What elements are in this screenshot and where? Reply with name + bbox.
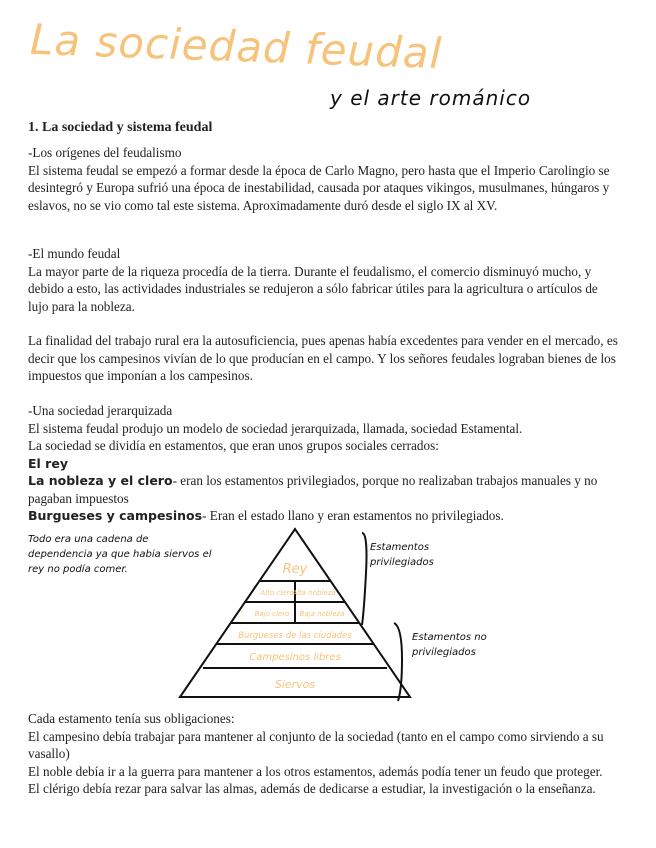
feudal-world-heading: -El mundo feudal	[28, 246, 121, 261]
pyramid-siervos: Siervos	[274, 678, 316, 691]
pyramid-alto-clero: Alto clero	[260, 589, 294, 597]
pyramid-rey: Rey	[282, 562, 308, 577]
pyramid-alta-nobleza: Alta nobleza	[292, 589, 336, 597]
pyramid-bajo-clero: Bajo clero	[254, 610, 290, 618]
feudal-pyramid	[0, 525, 656, 715]
handwritten-note: Todo era una cadena de dependencia ya que habia siervos el rey no podía comer.	[28, 534, 212, 575]
feudal-world-text2: La finalidad del trabajo rural era la autosuficiencia, pues apenas había excedentes para vender en el mercado, es decir que los campesinos vivían de lo que producían en el campo. Y los señores feudales lograban bienes de los impuestos que imponían a los campesinos.	[28, 333, 618, 383]
label-non-privileged: Estamentos no privilegiados	[412, 632, 487, 658]
pyramid-campesinos: Campesinos libres	[249, 652, 341, 663]
origins-heading: -Los orígenes del feudalismo	[28, 145, 182, 160]
obligations-heading: Cada estamento tenía sus obligaciones:	[28, 711, 235, 726]
commons-text: - Eran el estado llano y eran estamentos no privilegiados.	[202, 508, 504, 523]
hierarchy-section	[28, 402, 618, 525]
king-label: El rey	[28, 455, 68, 471]
label-privileged: Estamentos privilegiados	[370, 542, 434, 568]
commons-label: Burgueses y campesinos	[28, 508, 203, 523]
hierarchy-heading: -Una sociedad jerarquizada	[28, 403, 173, 418]
obligation-noble: El noble debía ir a la guerra para mantener a los otros estamentos, además podía tener un feudo que proteger.	[28, 763, 603, 779]
origins-section	[28, 144, 618, 214]
feudal-world-text: La mayor parte de la riqueza procedía de la tierra. Durante el feudalismo, el comercio disminuyó mucho, y debido a esto, las actividades industriales se redujeron a sólo fabricar útiles para la agricultura o artículos de lujo para la nobleza.	[28, 263, 598, 314]
bracket-non-privileged	[394, 623, 402, 701]
obligation-peasant: El campesino debía trabajar para mantener al conjunto de la sociedad (tanto en el campo como sirviendo a su vasallo)	[28, 728, 604, 761]
bracket-privileged	[362, 533, 367, 625]
pyramid-baja-nobleza: Baja nobleza	[299, 610, 345, 618]
feudal-world-text2-block	[28, 332, 618, 385]
obligation-cleric: El clérigo debía rezar para salvar las almas, además de dedicarse a estudiar, la investigación o la enseñanza.	[28, 781, 596, 796]
obligations-section	[28, 710, 618, 798]
origins-text: El sistema feudal se empezó a formar desde la época de Carlo Magno, pero hasta que el Imperio Carolingio se desintegró y Europa sufrió una época de inestabilidad, causada por ataques vikingos, musulmanes, húngaros y eslavos, no se vio como tal este sistema. Aproximadamente duró desde el siglo IX al XV.	[28, 162, 610, 213]
feudal-world-section	[28, 245, 618, 315]
page-title: La sociedad feudal	[29, 14, 444, 79]
section-heading: 1. La sociedad y sistema feudal	[28, 120, 213, 135]
nobles-label: La nobleza y el clero	[28, 473, 173, 488]
hierarchy-line1: El sistema feudal produjo un modelo de sociedad jerarquizada, llamada, sociedad Estamental.	[28, 420, 523, 436]
page-subtitle: y el arte románico	[330, 86, 532, 110]
pyramid-burgueses: Burgueses de las ciudades	[238, 631, 352, 641]
nobles-text: - eran los estamentos privilegiados, porque no realizaban trabajos manuales y no pagaban impuestos	[28, 473, 598, 506]
hierarchy-line2: La sociedad se dividía en estamentos, que eran unos grupos sociales cerrados:	[28, 438, 439, 453]
